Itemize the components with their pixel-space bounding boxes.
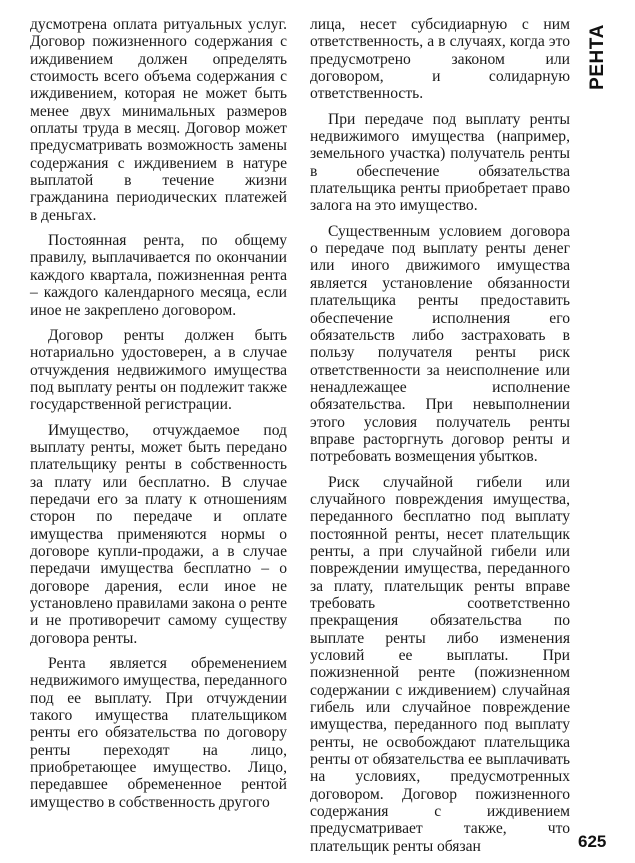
left-text-column [30, 16, 287, 811]
paragraph: Риск случайной гибели или случайного повреждения имущества, переданного бесплатно под выплату постоянной ренты, несет плательщик ренты, а при случайной гибели или повреждении имущества, переданного за плату, плательщик ренты вправе требовать соответственно прекращения обязательства по выплате ренты либо изменения условий ее выплаты. При пожизненной ренте (пожизненном содержании с иждивением) случайная гибель или случайное повреждение имущества, переданного под выплату ренты, не освобождают плательщика ренты от обязательства ее выплачивать на условиях, предусмотренных договором. Договор пожизненного содержания с иждивением предусматривает также, что плательщик ренты обязан [310, 473, 570, 855]
paragraph: При передаче под выплату ренты недвижимого имущества (например, земельного участка) получатель ренты в обеспечение обязательства плательщика ренты приобретает право залога на это имущество. [310, 110, 570, 215]
paragraph: Рента является обременением недвижимого имущества, переданного под ее выплату. При отчуждении такого имущества плательщиком ренты его обязательства по договору ренты переходят на лицо, приобретающее имущество. Лицо, передавшее обремененное рентой имущество в собственность другого [30, 655, 287, 811]
paragraph: Имущество, отчуждаемое под выплату ренты, может быть передано плательщику ренты в собственность за плату или бесплатно. В случае передачи его за плату к отношениям сторон по передаче и оплате имущества применяются нормы о договоре купли-продажи, а в случае передачи имущества бесплатно – о договоре дарения, если иное не установлено правилами закона о ренте и не противоречит самому существу договора ренты. [30, 421, 287, 647]
page-number: 625 [578, 832, 607, 851]
paragraph: Постоянная рента, по общему правилу, выплачивается по окончании каждого квартала, пожизненная рента – каждого календарного месяца, если иное не закреплено договором. [30, 232, 287, 319]
running-header [578, 22, 618, 92]
paragraph: Договор ренты должен быть нотариально удостоверен, а в случае отчуждения недвижимого имущества под выплату ренты он подлежит также государственной регистрации. [30, 326, 287, 414]
right-text-column [310, 16, 570, 855]
paragraph: дусмотрена оплата ритуальных услуг. Договор пожизненного содержания с иждивением должен определять стоимость всего объема содержания с иждивением, которая не может быть менее двух минимальных размеров оплаты труда в месяц. Договор может предусматривать возможность замены содержания с иждивением в натуре выплатой в течение жизни гражданина периодических платежей в деньгах. [30, 16, 287, 224]
section-title: РЕНТА [587, 24, 609, 90]
paragraph: лица, несет субсидиарную с ним ответственность, а в случаях, когда это предусмотрено законом или договором, и солидарную ответственность. [310, 16, 570, 103]
paragraph: Существенным условием договора о передаче под выплату ренты денег или иного движимого имущества является установление обязанности плательщика ренты предоставить обеспечение исполнения его обязательств либо застраховать в пользу получателя ренты риск ответственности за неисполнение или ненадлежащее исполнение обязательства. При невыполнении этого условия получатель ренты вправе расторгнуть договор ренты и потребовать возмещения убытков. [310, 222, 570, 466]
